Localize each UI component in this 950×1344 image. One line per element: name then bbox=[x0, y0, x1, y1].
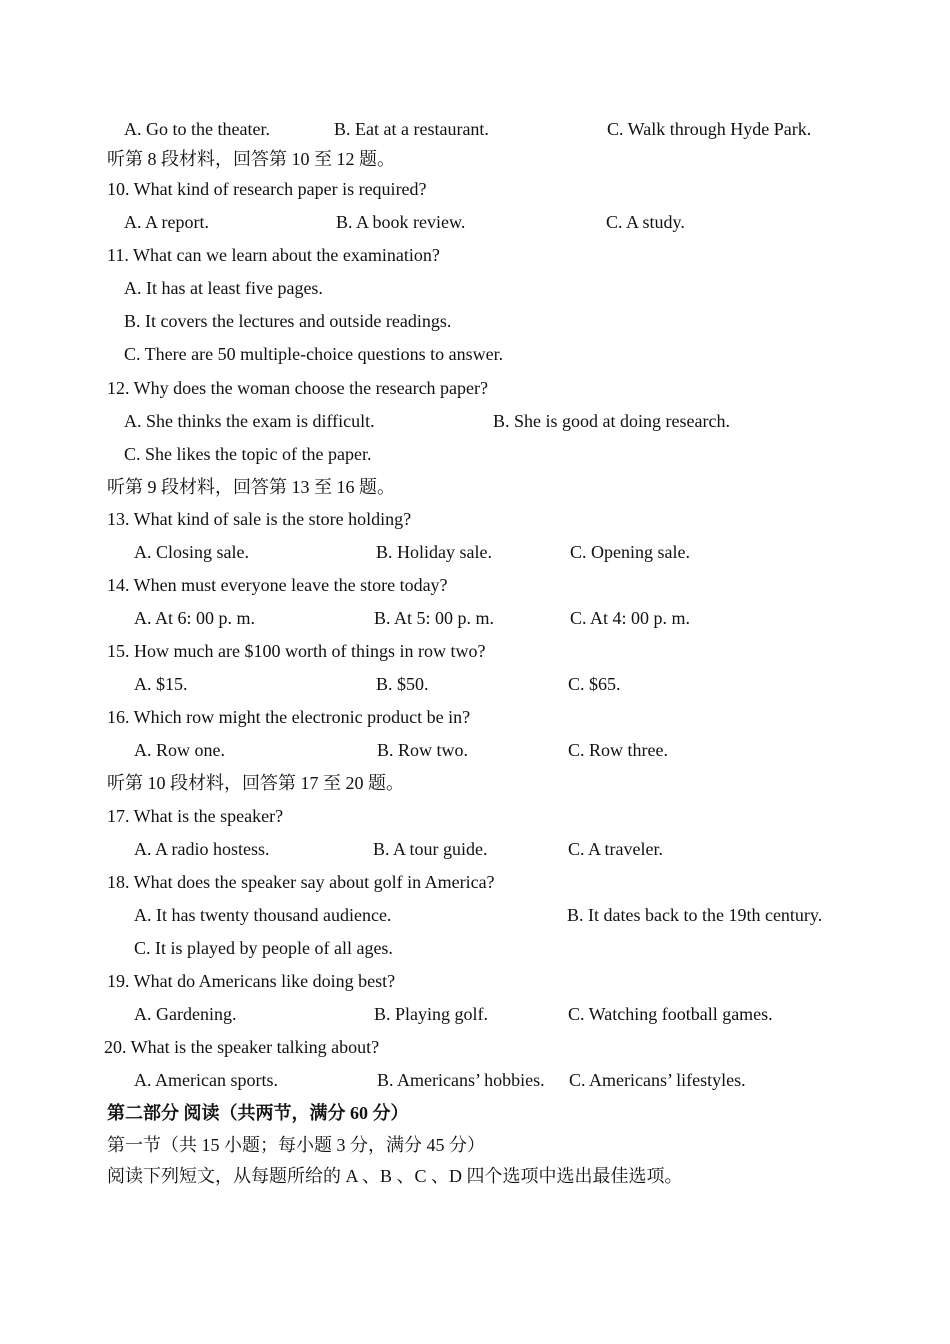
option-a: A. Closing sale. bbox=[134, 542, 249, 562]
option-a: A. At 6: 00 p. m. bbox=[134, 608, 256, 628]
option-b: B. It dates back to the 19th century. bbox=[567, 905, 823, 925]
option-c: C. $65. bbox=[568, 674, 621, 694]
option-c: C. Opening sale. bbox=[570, 542, 690, 562]
part-heading: 第二部分 阅读（共两节，满分 60 分） bbox=[107, 1103, 409, 1123]
option-b: B. It covers the lectures and outside readings. bbox=[124, 311, 452, 331]
option-a: A. Row one. bbox=[134, 740, 225, 760]
option-c: C. A study. bbox=[606, 212, 685, 232]
question-18: 18. What does the speaker say about golf in America? bbox=[107, 872, 495, 892]
option-c: C. Walk through Hyde Park. bbox=[607, 119, 812, 139]
option-c: C. It is played by people of all ages. bbox=[134, 938, 393, 958]
option-b: B. She is good at doing research. bbox=[493, 411, 730, 431]
question-20: 20. What is the speaker talking about? bbox=[104, 1037, 380, 1057]
option-a: A. It has at least five pages. bbox=[124, 278, 323, 298]
question-19: 19. What do Americans like doing best? bbox=[107, 971, 396, 991]
option-c: C. There are 50 multiple-choice questions to answer. bbox=[124, 344, 504, 364]
option-b: B. A tour guide. bbox=[373, 839, 488, 859]
option-c: C. A traveler. bbox=[568, 839, 663, 859]
option-a: A. It has twenty thousand audience. bbox=[134, 905, 392, 925]
question-11: 11. What can we learn about the examination? bbox=[107, 245, 440, 265]
question-17: 17. What is the speaker? bbox=[107, 806, 284, 826]
question-13: 13. What kind of sale is the store holding? bbox=[107, 509, 412, 529]
option-b: B. Eat at a restaurant. bbox=[334, 119, 489, 139]
option-b: B. $50. bbox=[376, 674, 429, 694]
question-15: 15. How much are $100 worth of things in row two? bbox=[107, 641, 486, 661]
option-b: B. Row two. bbox=[377, 740, 469, 760]
question-14: 14. When must everyone leave the store today? bbox=[107, 575, 448, 595]
option-b: B. Holiday sale. bbox=[376, 542, 492, 562]
section-heading: 第一节（共 15 小题；每小题 3 分，满分 45 分） bbox=[107, 1135, 485, 1155]
question-10: 10. What kind of research paper is required? bbox=[107, 179, 427, 199]
option-b: B. Playing golf. bbox=[374, 1004, 489, 1024]
section-instruction: 听第 9 段材料，回答第 13 至 16 题。 bbox=[107, 477, 395, 497]
option-c: C. Row three. bbox=[568, 740, 668, 760]
option-c: C. Americans’ lifestyles. bbox=[569, 1070, 746, 1090]
option-b: B. A book review. bbox=[336, 212, 466, 232]
option-c: C. She likes the topic of the paper. bbox=[124, 444, 372, 464]
option-a: A. American sports. bbox=[134, 1070, 278, 1090]
option-a: A. Gardening. bbox=[134, 1004, 237, 1024]
option-a: A. $15. bbox=[134, 674, 188, 694]
option-b: B. Americans’ hobbies. bbox=[377, 1070, 545, 1090]
option-a: A. Go to the theater. bbox=[124, 119, 270, 139]
reading-instruction: 阅读下列短文，从每题所给的 A 、B 、C 、D 四个选项中选出最佳选项。 bbox=[107, 1166, 683, 1186]
option-a: A. A radio hostess. bbox=[134, 839, 270, 859]
section-instruction: 听第 10 段材料，回答第 17 至 20 题。 bbox=[107, 773, 404, 793]
option-c: C. At 4: 00 p. m. bbox=[570, 608, 691, 628]
option-a: A. A report. bbox=[124, 212, 209, 232]
option-a: A. She thinks the exam is difficult. bbox=[124, 411, 375, 431]
option-b: B. At 5: 00 p. m. bbox=[374, 608, 495, 628]
question-16: 16. Which row might the electronic product be in? bbox=[107, 707, 471, 727]
option-c: C. Watching football games. bbox=[568, 1004, 773, 1024]
section-instruction: 听第 8 段材料，回答第 10 至 12 题。 bbox=[107, 149, 395, 169]
question-12: 12. Why does the woman choose the research paper? bbox=[107, 378, 489, 398]
